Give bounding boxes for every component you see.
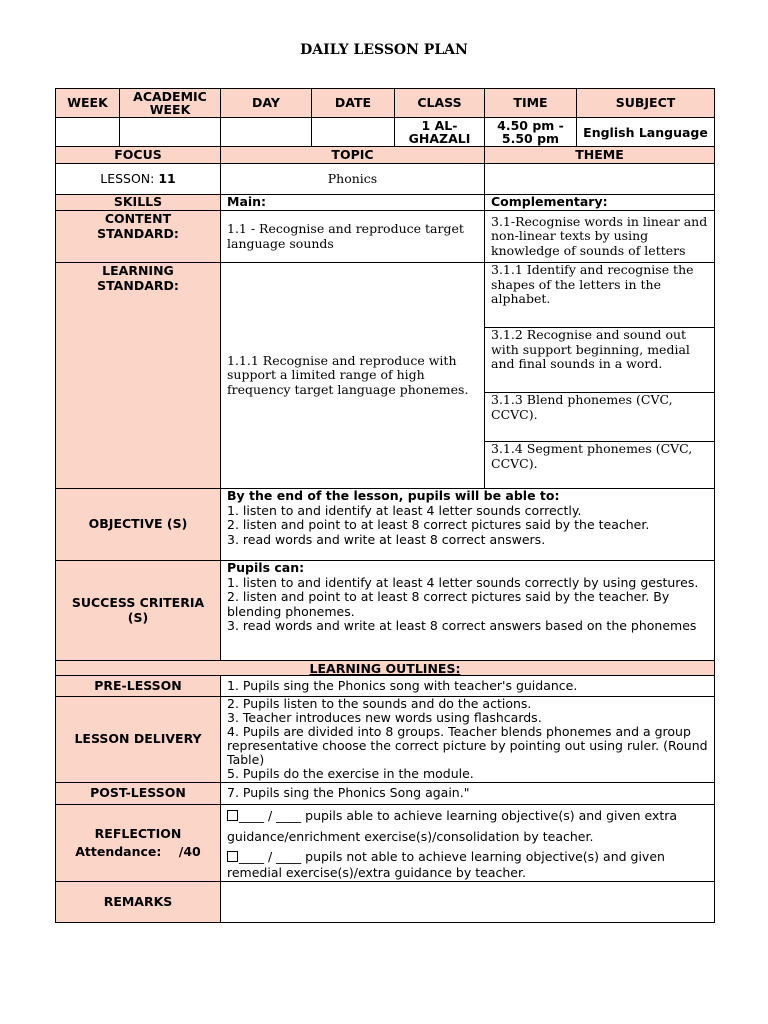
post-lesson-label: POST-LESSON: [56, 783, 221, 805]
learning-standard-main: 1.1.1 Recognise and reproduce with support a limited range of high frequency target language phonemes.: [221, 263, 485, 489]
checkbox-not-achieved[interactable]: [227, 851, 238, 862]
learning-standard-item: 3.1.3 Blend phonemes (CVC, CCVC).: [485, 393, 715, 442]
week-value: [56, 118, 120, 147]
remarks-row: [56, 882, 715, 923]
learning-standard-label: LEARNING STANDARD:: [56, 263, 221, 489]
success-criteria-label: SUCCESS CRITERIA (S): [56, 561, 221, 661]
learning-standard-item: 3.1.2 Recognise and sound out with support beginning, medial and final sounds in a word.: [485, 328, 715, 393]
time-value: 4.50 pm - 5.50 pm: [485, 118, 577, 147]
reflection-content: [221, 805, 715, 882]
post-lesson-row: [56, 783, 715, 805]
reflection-label-cell: [56, 805, 221, 882]
topic-value: Phonics: [221, 164, 485, 195]
day-header: DAY: [221, 89, 312, 118]
objective-intro: By the end of the lesson, pupils will be able to:: [227, 488, 560, 503]
learning-outlines-row: [56, 661, 715, 676]
success-criteria-intro: Pupils can:: [227, 560, 305, 575]
post-lesson-text: 7. Pupils sing the Phonics Song again.": [221, 783, 715, 805]
reflection-row: [56, 805, 715, 882]
academic-week-header: ACADEMIC WEEK: [120, 89, 221, 118]
reflection-achieved: [227, 805, 708, 847]
week-header: WEEK: [56, 89, 120, 118]
success-criteria-item: 1. listen to and identify at least 4 letter sounds correctly by using gestures.: [227, 574, 699, 590]
lesson-delivery-content: [221, 697, 715, 783]
learning-outlines-heading: LEARNING OUTLINES:: [56, 661, 715, 676]
focus-header-row: [56, 147, 715, 164]
success-criteria-item: 3. read words and write at least 8 correct answers based on the phonemes: [227, 618, 697, 633]
class-value: 1 AL-GHAZALI: [395, 118, 485, 147]
objective-row: [56, 489, 715, 561]
pre-lesson-text: 1. Pupils sing the Phonics song with teacher's guidance.: [221, 676, 715, 697]
academic-week-value: [120, 118, 221, 147]
success-criteria-row: [56, 561, 715, 661]
focus-header: FOCUS: [56, 147, 221, 164]
lesson-delivery-item: 3. Teacher introduces new words using flashcards.: [227, 710, 542, 725]
remarks-label: REMARKS: [56, 882, 221, 923]
learning-standard-item: 3.1.1 Identify and recognise the shapes of the letters in the alphabet.: [485, 263, 715, 328]
content-standard-complementary: 3.1-Recognise words in linear and non-linear texts by using knowledge of sounds of letters: [485, 211, 715, 263]
checkbox-achieved[interactable]: [227, 810, 238, 821]
subject-header: SUBJECT: [577, 89, 715, 118]
lesson-number: 11: [158, 170, 176, 186]
lesson-row: [56, 164, 715, 195]
not-achieved-blanks: ____ / ____: [239, 849, 302, 864]
skills-label: SKILLS: [56, 195, 221, 211]
pre-lesson-row: [56, 676, 715, 697]
success-criteria-content: [221, 561, 715, 661]
skills-main-label: Main:: [221, 195, 485, 211]
objective-item: 2. listen and point to at least 8 correct pictures said by the teacher.: [227, 517, 650, 532]
success-criteria-item: 2. listen and point to at least 8 correct pictures said by the teacher. By blending phonemes.: [227, 589, 670, 619]
lesson-delivery-item: 5. Pupils do the exercise in the module.: [227, 766, 474, 781]
lesson-number-cell: [56, 164, 221, 195]
lesson-delivery-label: LESSON DELIVERY: [56, 697, 221, 783]
skills-row: [56, 195, 715, 211]
header-row: [56, 89, 715, 118]
topic-header: TOPIC: [221, 147, 485, 164]
content-standard-label: CONTENT STANDARD:: [56, 211, 221, 263]
theme-header: THEME: [485, 147, 715, 164]
info-row: [56, 118, 715, 147]
attendance-label: Attendance: /40: [75, 844, 201, 859]
lesson-delivery-row: [56, 697, 715, 783]
lesson-delivery-item: 4. Pupils are divided into 8 groups. Teacher blends phonemes and a group representative choose the correct picture by pointing out using ruler. (Round Table): [227, 724, 708, 767]
skills-complementary-label: Complementary:: [485, 195, 715, 211]
subject-value: English Language: [577, 118, 715, 147]
achieved-blanks: ____ / ____: [239, 808, 302, 823]
objective-item: 1. listen to and identify at least 4 letter sounds correctly.: [227, 502, 582, 518]
learning-standard-row-1: [56, 263, 715, 328]
date-value: [312, 118, 395, 147]
reflection-label: REFLECTION: [94, 825, 182, 841]
lesson-label: LESSON:: [100, 170, 159, 186]
page-title: DAILY LESSON PLAN: [300, 42, 468, 58]
time-header: TIME: [485, 89, 577, 118]
theme-value: [485, 164, 715, 195]
objective-label: OBJECTIVE (S): [56, 489, 221, 561]
objective-content: [221, 489, 715, 561]
pre-lesson-label: PRE-LESSON: [56, 676, 221, 697]
class-header: CLASS: [395, 89, 485, 118]
achieved-text: pupils able to achieve learning objective(s) and given extra guidance/enrichment exercise(s)/consolidation by teacher.: [227, 808, 678, 844]
learning-standard-item: 3.1.4 Segment phonemes (CVC, CCVC).: [485, 442, 715, 489]
remarks-text[interactable]: [221, 882, 715, 923]
lesson-plan-table: [55, 88, 715, 923]
reflection-not-achieved: [227, 849, 708, 881]
date-header: DATE: [312, 89, 395, 118]
objective-item: 3. read words and write at least 8 correct answers.: [227, 531, 546, 547]
content-standard-main: 1.1 - Recognise and reproduce target language sounds: [221, 211, 485, 263]
day-value: [221, 118, 312, 147]
content-standard-row: [56, 211, 715, 263]
not-achieved-text: pupils not able to achieve learning objective(s) and given remedial exercise(s)/extra guidance by teacher.: [227, 849, 665, 880]
lesson-delivery-item: 2. Pupils listen to the sounds and do the actions.: [227, 696, 532, 711]
